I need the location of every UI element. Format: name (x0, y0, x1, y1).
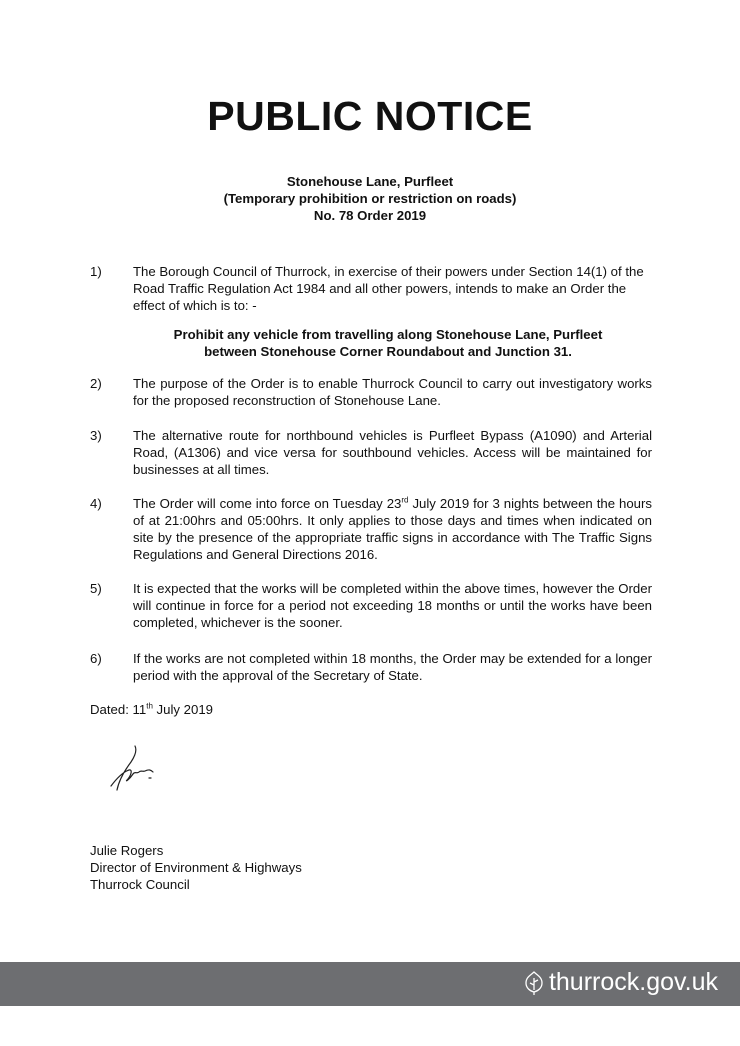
subtitle-line: Stonehouse Lane, Purfleet (286, 174, 454, 189)
paragraph-6 (90, 650, 652, 684)
order-effect-line: Prohibit any vehicle from travelling along Stonehouse Lane, Purfleet (173, 327, 603, 342)
order-effect-line: between Stonehouse Corner Roundabout and Junction 31. (204, 344, 572, 359)
handwritten-signature (105, 740, 165, 795)
ordinal-suffix: th (146, 701, 153, 711)
text-part: July 2019 for 3 nights between the hours of at 21:00hrs and 05:00hrs. It only applies to those days and times when indicated on site by the presence of the appropriate traffic signs in accordance with The Traffic Signs Regulations and General Directions 2016. (133, 496, 652, 562)
paragraph-1 (90, 263, 652, 314)
subtitle-line: No. 78 Order 2019 (313, 208, 427, 223)
paragraph-4 (90, 495, 652, 563)
signatory-org: Thurrock Council (90, 877, 190, 892)
notice-subtitle (0, 173, 740, 224)
ordinal-suffix: rd (401, 495, 409, 505)
paragraph-number: 4) (90, 496, 102, 511)
footer-bar (0, 962, 740, 1006)
leaf-logo-icon (523, 970, 545, 996)
paragraph-text: If the works are not completed within 18 months, the Order may be extended for a longer period with the approval of the Secretary of State. (133, 651, 652, 683)
date-text: Dated: 11 (90, 702, 147, 717)
paragraph-text: The purpose of the Order is to enable Thurrock Council to carry out investigatory works for the proposed reconstruction of Stonehouse Lane. (133, 376, 652, 408)
paragraph-number: 3) (90, 428, 102, 443)
paragraph-text: The Borough Council of Thurrock, in exercise of their powers under Section 14(1) of the Road Traffic Regulation Act 1984 and all other powers, intends to make an Order the effect of which is to: - (133, 264, 644, 313)
paragraph-text (133, 495, 652, 563)
paragraph-2 (90, 375, 652, 409)
site-url[interactable]: thurrock.gov.uk (548, 968, 718, 996)
paragraph-number: 2) (90, 376, 102, 391)
text-part: The Order will come into force on Tuesday 23 (133, 496, 402, 511)
notice-title: PUBLIC NOTICE (207, 93, 533, 139)
paragraph-text: The alternative route for northbound vehicles is Purfleet Bypass (A1090) and Arterial Road, (A1306) and vice versa for southbound vehicles. Access will be maintained for businesses at all times. (133, 428, 652, 477)
footer-site (523, 968, 718, 997)
paragraph-number: 1) (90, 264, 102, 279)
paragraph-number: 6) (90, 651, 102, 666)
paragraph-3 (90, 427, 652, 478)
signatory-role: Director of Environment & Highways (90, 860, 302, 875)
signatory-block (90, 842, 302, 893)
paragraph-number: 5) (90, 581, 102, 596)
date-line (90, 702, 213, 717)
subtitle-line: (Temporary prohibition or restriction on roads) (223, 191, 517, 206)
paragraph-text: It is expected that the works will be completed within the above times, however the Order will continue in force for a period not exceeding 18 months or until the works have been completed, whichever is the sooner. (133, 581, 652, 630)
signatory-name: Julie Rogers (90, 843, 164, 858)
order-effect (133, 326, 643, 360)
date-text: July 2019 (152, 702, 214, 717)
paragraph-5 (90, 580, 652, 631)
